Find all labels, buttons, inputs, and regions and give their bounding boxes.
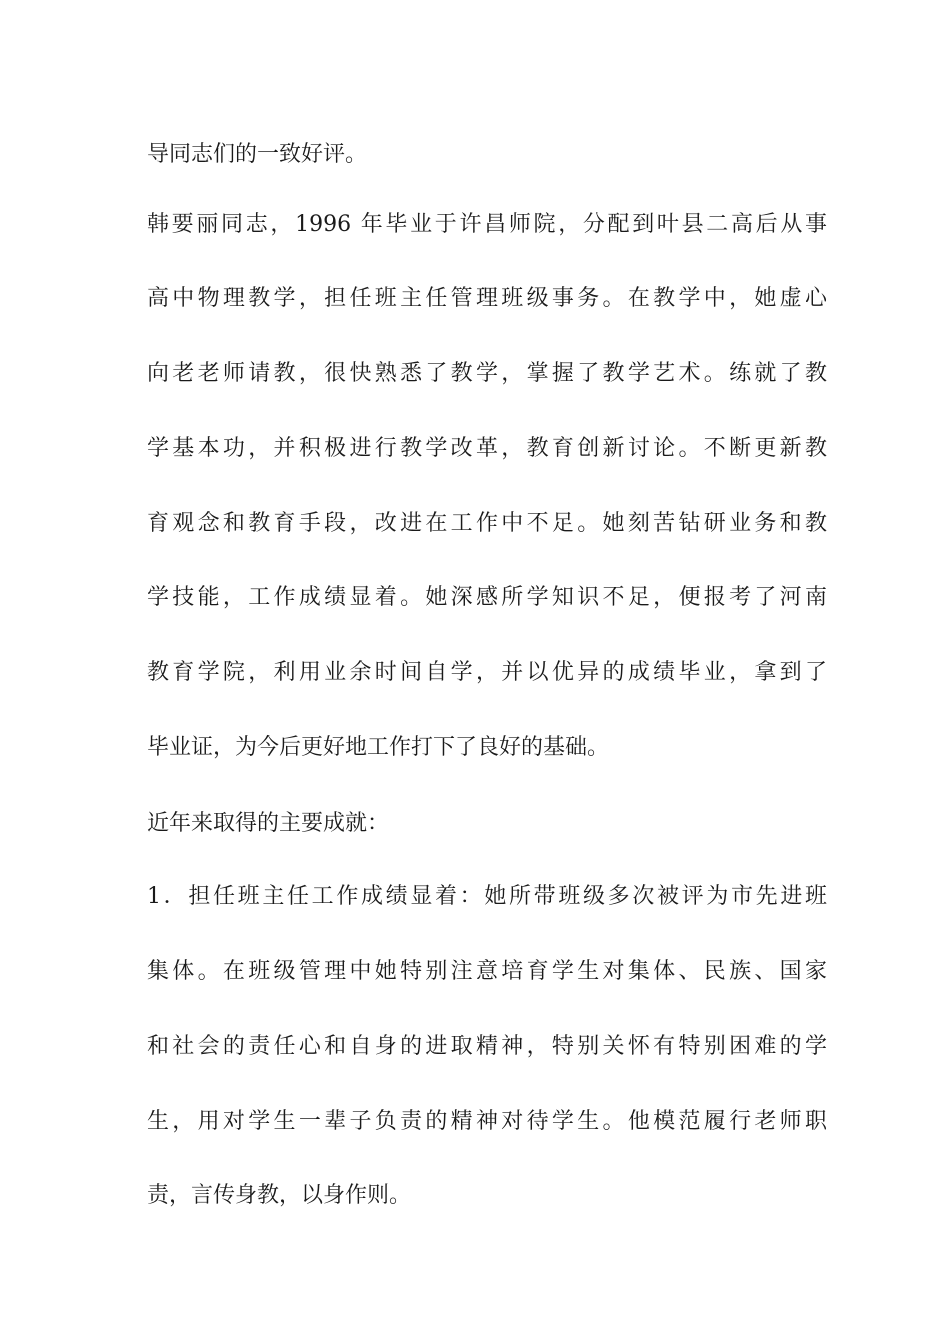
- text-line: 和社会的责任心和自身的进取精神，特别关怀有特别困难的学: [147, 1034, 827, 1059]
- text-line: 育观念和教育手段，改进在工作中不足。她刻苦钻研业务和教: [147, 511, 827, 536]
- text-line: 导同志们的一致好评。: [147, 142, 368, 167]
- text-line: 集体。在班级管理中她特别注意培育学生对集体、民族、国家: [147, 959, 827, 984]
- text-line: 近年来取得的主要成就：: [147, 811, 390, 836]
- text-line: 责，言传身教，以身作则。: [147, 1183, 412, 1208]
- text-line: 学技能，工作成绩显着。她深感所学知识不足，便报考了河南: [147, 585, 827, 610]
- text-line: 教育学院，利用业余时间自学，并以优异的成绩毕业，拿到了: [147, 660, 827, 685]
- text-line: 高中物理教学，担任班主任管理班级事务。在教学中，她虚心: [147, 286, 827, 311]
- text-line: 生，用对学生一辈子负责的精神对待学生。他模范履行老师职: [147, 1109, 827, 1134]
- text-line: 毕业证，为今后更好地工作打下了良好的基础。: [147, 735, 610, 760]
- text-line: 学基本功，并积极进行教学改革，教育创新讨论。不断更新教: [147, 436, 827, 461]
- text-line: 向老老师请教，很快熟悉了教学，掌握了教学艺术。练就了教: [147, 361, 827, 386]
- text-line: 韩要丽同志，1996 年毕业于许昌师院，分配到叶县二高后从事: [147, 212, 827, 237]
- text-line: 1．担任班主任工作成绩显着：她所带班级多次被评为市先进班: [147, 884, 827, 909]
